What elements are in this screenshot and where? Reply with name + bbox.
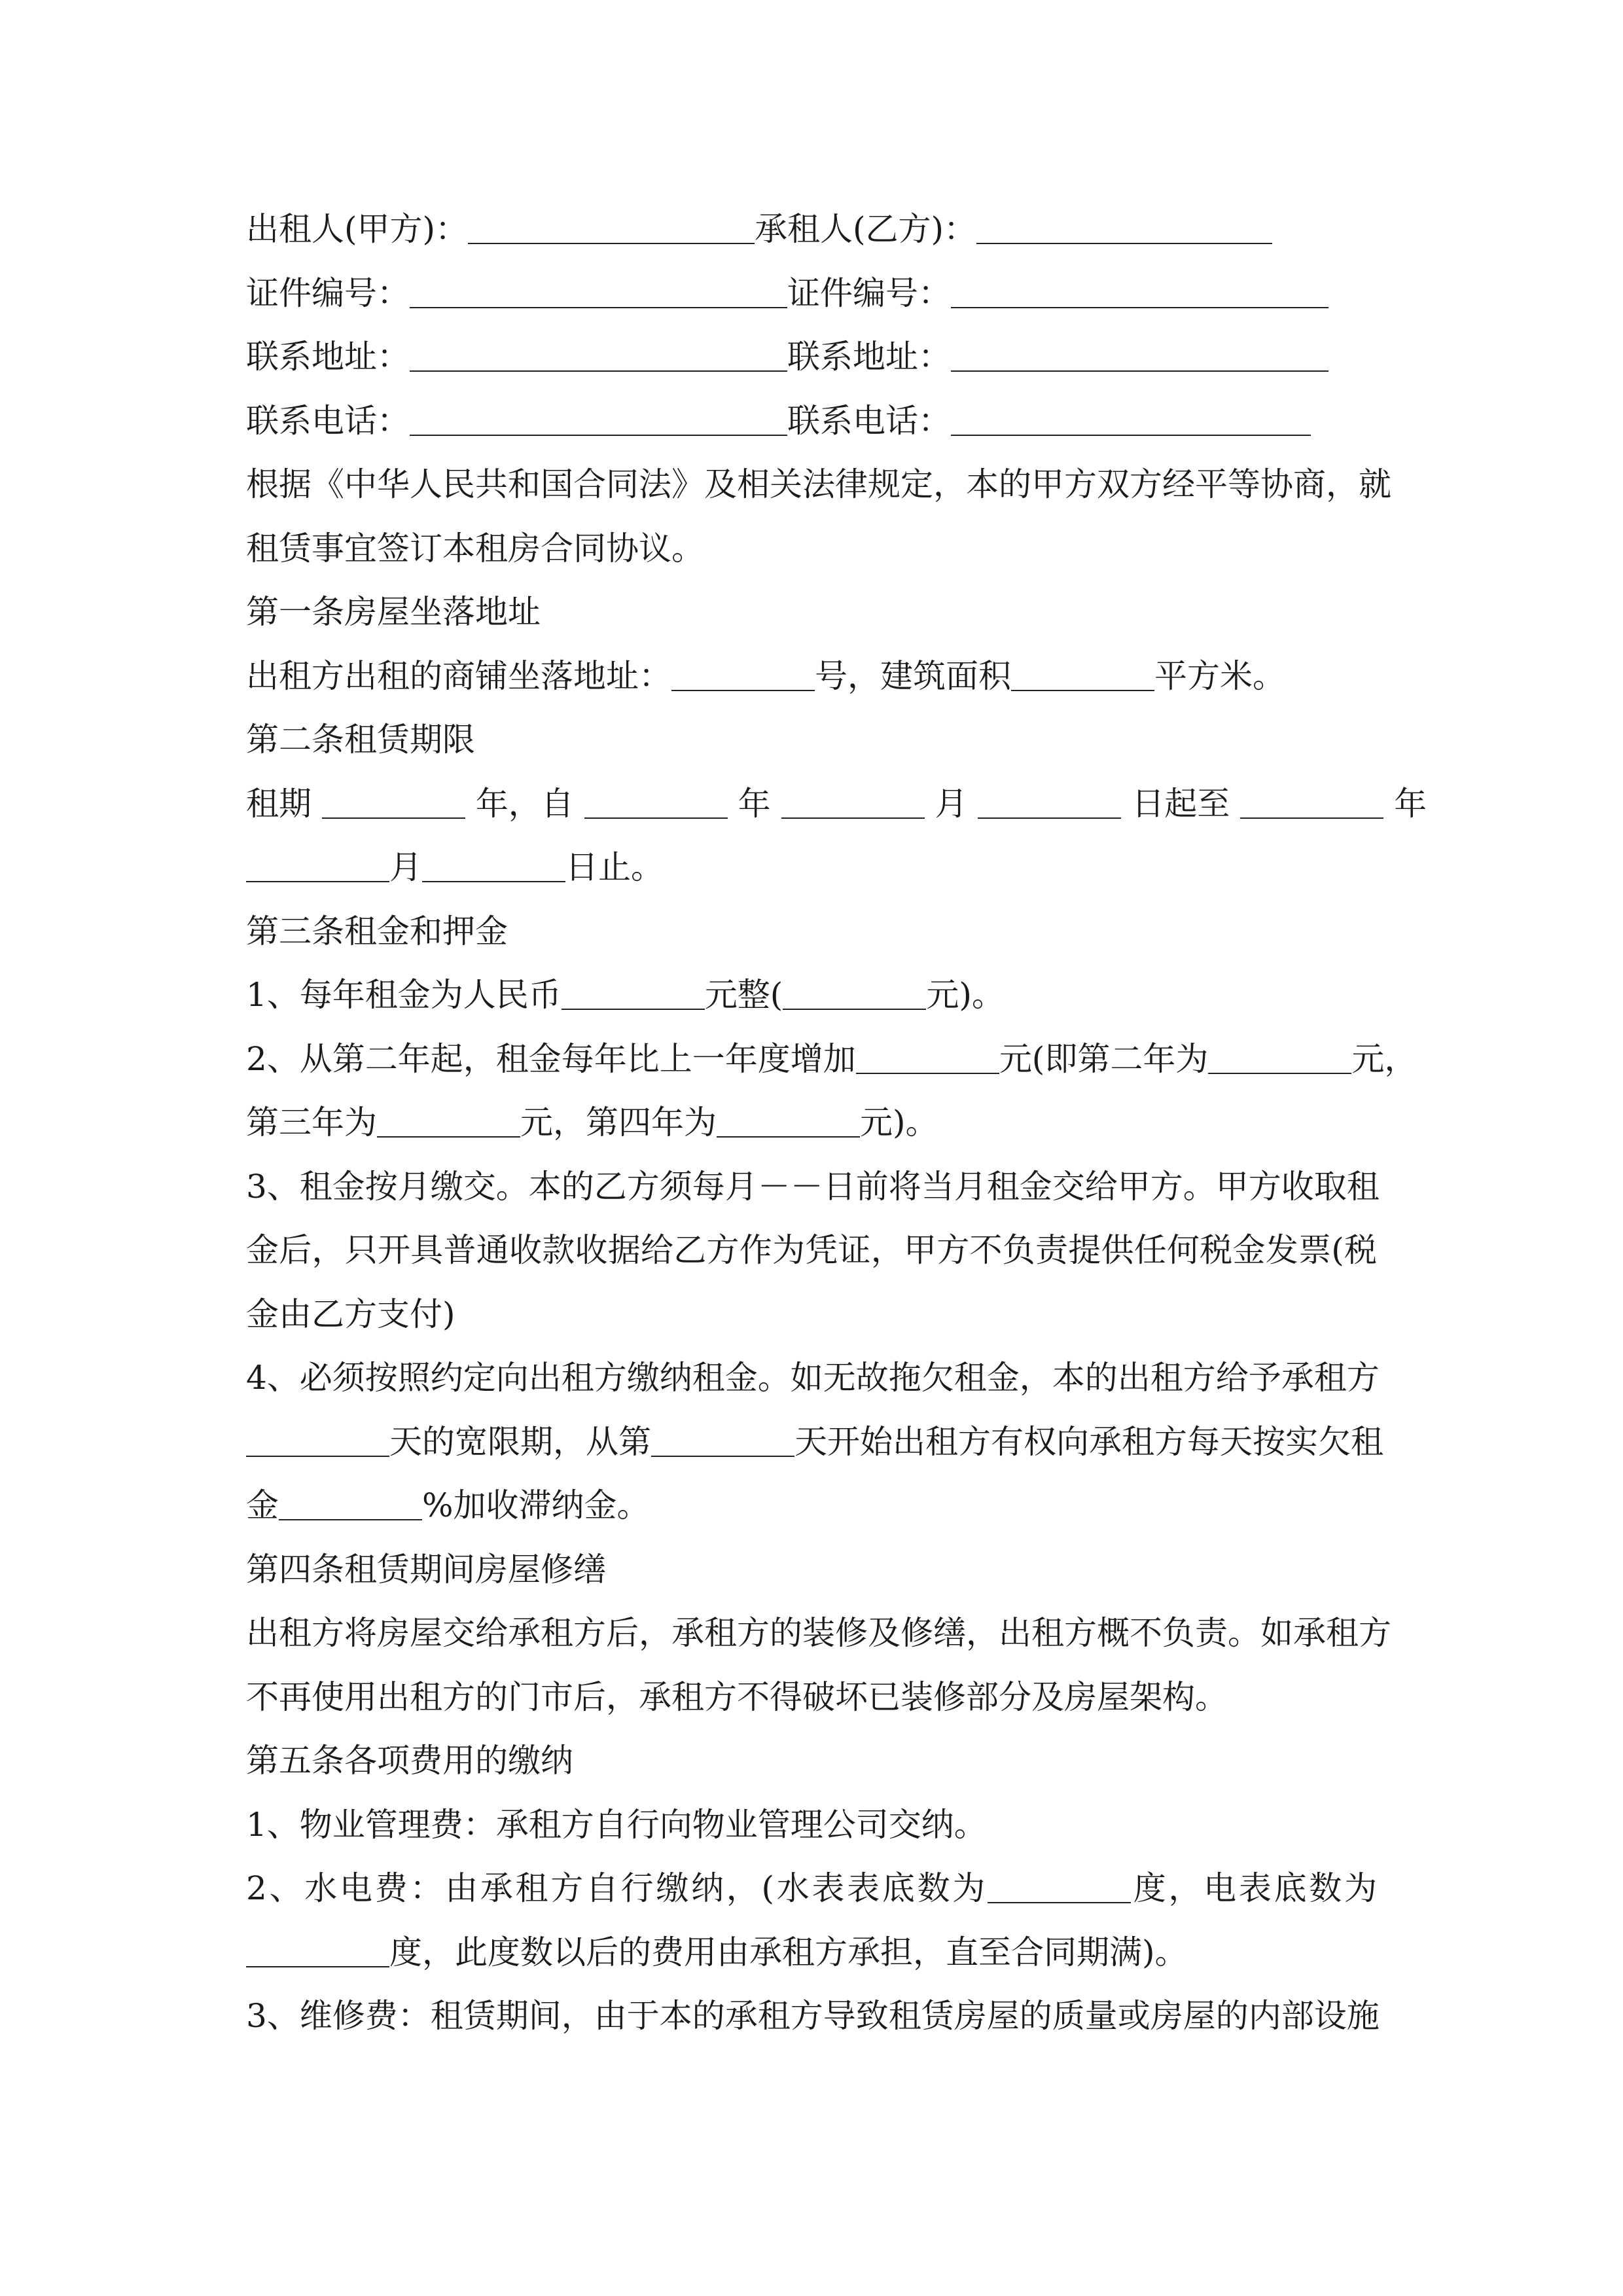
text: 日起至 [1132,784,1230,823]
text: 年 [738,784,771,823]
address-line [246,325,1377,389]
text: 月 [389,848,422,886]
text: 元(即第二年为 [999,1039,1209,1078]
address-label: 联系地址： [246,338,410,376]
blank[interactable] [422,842,565,882]
text: %加收滞纳金。 [422,1486,650,1524]
lessee-blank[interactable] [976,204,1272,244]
text: 天的宽限期，从第 [389,1422,651,1461]
article-1-title: 第一条房屋坐落地址 [246,593,541,631]
id-label: 证件编号： [787,274,951,312]
article-3-p1 [246,963,1377,1028]
lessee-phone-blank[interactable] [951,395,1311,436]
text: 元， [1351,1039,1418,1078]
blank[interactable] [717,1097,860,1138]
article-1-text [246,645,1377,709]
article-5-p2 [246,1857,1377,1921]
blank[interactable] [651,1416,794,1457]
phone-line [246,389,1377,454]
lessee-label: 承租人(乙方)： [755,210,977,248]
article-3-p4: 4、必须按照约定向出租方缴纳租金。如无故拖欠租金，本的出租方给予承租方 [246,1359,1380,1397]
blank[interactable] [1240,778,1383,819]
article-5-p3: 3、维修费：租赁期间，由于本的承租方导致租赁房屋的质量或房屋的内部设施 [246,1997,1380,2035]
id-label: 证件编号： [246,274,410,312]
blank[interactable] [988,1863,1131,1903]
article-4-text: 不再使用出租方的门市后，承租方不得破坏已装修部分及房屋架构。 [246,1677,1228,1716]
article-5-p1: 1、物业管理费：承租方自行向物业管理公司交纳。 [246,1805,987,1844]
lessor-label: 出租人(甲方)： [246,210,469,248]
blank[interactable] [781,778,925,819]
article-5-p2 [246,1921,1377,1985]
text: 金 [246,1486,279,1524]
intro-text: 根据《中华人民共和国合同法》及相关法律规定，本的甲方双方经平等协商，就 [246,465,1391,503]
blank[interactable] [246,1416,389,1457]
text: 月 [935,784,968,823]
text: 度，此度数以后的费用由承租方承担，直至合同期满)。 [389,1933,1188,1971]
phone-label: 联系电话： [787,401,951,440]
article-2-text [246,836,1377,900]
text: 度，电表底数为 [1131,1869,1377,1907]
article-4-text: 出租方将房屋交给承租方后，承租方的装修及修缮，出租方概不负责。如承租方 [246,1614,1391,1652]
id-line [246,262,1377,326]
lessor-phone-blank[interactable] [410,395,787,436]
blank[interactable] [671,651,815,691]
article-5-title: 第五条各项费用的缴纳 [246,1742,573,1780]
article-3-title: 第三条租金和押金 [246,912,508,950]
lessee-address-blank[interactable] [951,331,1329,372]
blank[interactable] [377,1097,520,1138]
lessor-blank[interactable] [468,204,755,244]
text: 2、从第二年起，租金每年比上一年度增加 [246,1039,856,1078]
article-3-p3: 3、租金按月缴交。本的乙方须每月－－日前将当月租金交给甲方。甲方收取租 [246,1167,1380,1206]
article-3-p3: 金后，只开具普通收款收据给乙方作为凭证，甲方不负责提供任何税金发票(税 [246,1231,1377,1269]
contract-page [246,198,1427,2049]
article-3-p2 [246,1091,1377,1155]
blank[interactable] [246,842,389,882]
blank[interactable] [783,969,926,1010]
blank[interactable] [246,1927,389,1967]
article-2-title: 第二条租赁期限 [246,721,475,759]
text: 出租方出租的商铺坐落地址： [246,656,671,695]
article-3-p4 [246,1474,1377,1538]
text: 2、水电费：由承租方自行缴纳，(水表表底数为 [246,1869,988,1907]
lessor-line [246,198,1377,262]
phone-label: 联系电话： [246,401,410,440]
blank[interactable] [279,1480,422,1520]
text: 元)。 [926,976,1005,1014]
blank[interactable] [856,1033,999,1074]
text: 平方米。 [1154,656,1285,695]
lessor-address-blank[interactable] [410,331,787,372]
intro-text: 租赁事宜签订本租房合同协议。 [246,529,704,567]
text: 号，建筑面积 [815,656,1011,695]
article-3-p3: 金由乙方支付) [246,1295,455,1333]
lessor-id-blank[interactable] [410,268,787,308]
article-3-p2 [246,1028,1418,1092]
lessee-id-blank[interactable] [951,268,1329,308]
text: 天开始出租方有权向承租方每天按实欠租 [794,1422,1383,1461]
article-3-p4 [246,1410,1383,1475]
article-2-text [246,772,1427,836]
blank[interactable] [1208,1033,1351,1074]
text: 年 [1394,784,1427,823]
text: 1、每年租金为人民币 [246,976,562,1014]
text: 日止。 [565,848,664,886]
text: 年，自 [475,784,574,823]
blank[interactable] [562,969,705,1010]
blank[interactable] [1011,651,1154,691]
article-4-title: 第四条租赁期间房屋修缮 [246,1550,606,1588]
text: 元，第四年为 [520,1103,717,1141]
text: 第三年为 [246,1103,377,1141]
blank[interactable] [584,778,728,819]
address-label: 联系地址： [787,338,951,376]
text: 元)。 [860,1103,938,1141]
text: 租期 [246,784,312,823]
blank[interactable] [978,778,1121,819]
blank[interactable] [322,778,465,819]
text: 元整( [704,976,783,1014]
